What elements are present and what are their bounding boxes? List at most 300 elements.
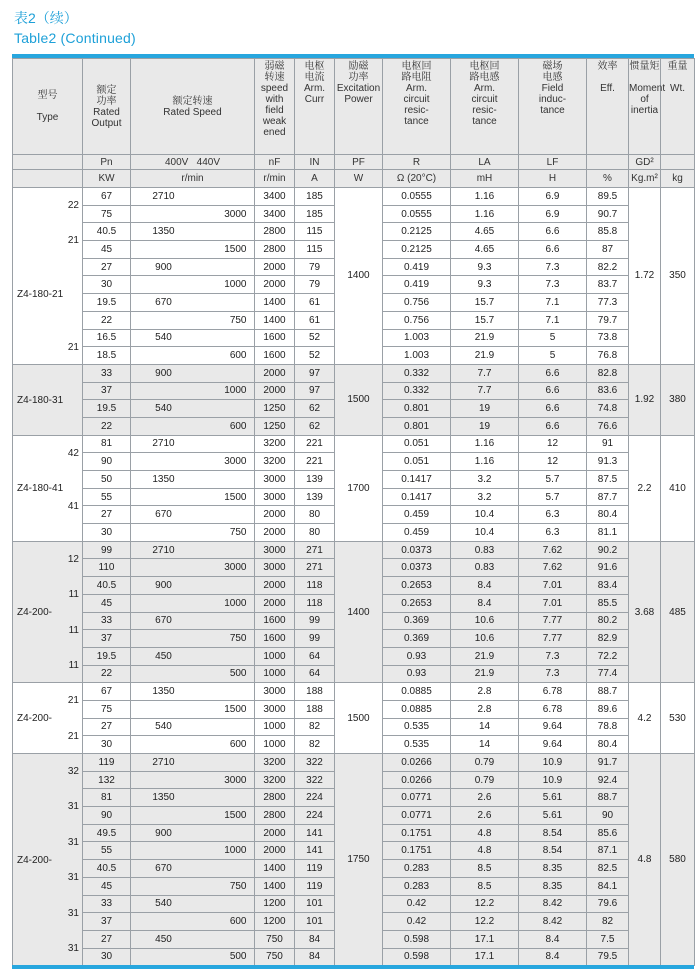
cell-field-weak: 2000 [255, 506, 295, 524]
cell-arm-induct: 2.6 [451, 789, 519, 807]
cell-resistance: 0.2125 [383, 223, 451, 241]
table-title-cn: 表2（续） [14, 10, 78, 26]
cell-resistance: 0.42 [383, 913, 451, 931]
cell-weight: 485 [661, 541, 695, 683]
cell-output: 22 [83, 417, 131, 435]
header-inertia: 惯量矩 Moment of inertia [629, 59, 661, 155]
cell-output: 18.5 [83, 347, 131, 365]
cell-output: 55 [83, 488, 131, 506]
cell-field-induct: 7.62 [519, 559, 587, 577]
cell-arm-curr: 62 [295, 400, 335, 418]
cell-arm-curr: 97 [295, 364, 335, 382]
cell-resistance: 0.0266 [383, 754, 451, 772]
cell-eff: 79.5 [587, 948, 629, 966]
cell-resistance: 0.2653 [383, 594, 451, 612]
type-cell [13, 188, 83, 365]
unit-type [13, 170, 83, 188]
cell-arm-curr: 84 [295, 948, 335, 966]
cell-arm-induct: 8.4 [451, 594, 519, 612]
cell-arm-curr: 62 [295, 417, 335, 435]
cell-speed: 500 [131, 665, 255, 683]
type-suffix: 32 [67, 766, 79, 777]
unit-speed: r/min [131, 170, 255, 188]
cell-speed: 600 [131, 417, 255, 435]
header-speed: 额定转速 Rated Speed [131, 59, 255, 155]
cell-arm-induct: 8.5 [451, 877, 519, 895]
cell-arm-induct: 10.6 [451, 630, 519, 648]
cell-speed: 600 [131, 347, 255, 365]
cell-speed: 2710 [131, 754, 255, 772]
cell-arm-induct: 1.16 [451, 435, 519, 453]
type-suffix: 22 [67, 200, 79, 211]
cell-field-weak: 1400 [255, 294, 295, 312]
cell-field-induct: 9.64 [519, 718, 587, 736]
cell-arm-induct: 8.4 [451, 577, 519, 595]
cell-arm-curr: 322 [295, 771, 335, 789]
cell-field-weak: 3000 [255, 488, 295, 506]
cell-field-weak: 2800 [255, 789, 295, 807]
cell-arm-curr: 52 [295, 329, 335, 347]
type-suffix: 21 [67, 341, 79, 353]
cell-arm-curr: 52 [295, 347, 335, 365]
cell-field-weak: 1200 [255, 895, 295, 913]
cell-output: 90 [83, 453, 131, 471]
header-row-names [13, 59, 695, 155]
cell-field-weak: 3400 [255, 205, 295, 223]
cell-arm-induct: 4.8 [451, 842, 519, 860]
cell-arm-induct: 12.2 [451, 913, 519, 931]
cell-eff: 87.1 [587, 842, 629, 860]
cell-arm-curr: 101 [295, 895, 335, 913]
cell-speed: 670 [131, 506, 255, 524]
cell-speed: 600 [131, 913, 255, 931]
cell-resistance: 0.756 [383, 294, 451, 312]
cell-resistance: 0.0555 [383, 188, 451, 206]
cell-field-weak: 750 [255, 948, 295, 966]
cell-field-induct: 8.42 [519, 895, 587, 913]
cell-resistance: 0.369 [383, 630, 451, 648]
cell-resistance: 0.2125 [383, 241, 451, 259]
cell-field-induct: 7.1 [519, 311, 587, 329]
header-type: 型号 Type [13, 59, 83, 155]
cell-excitation: 1500 [335, 364, 383, 435]
cell-field-weak: 1400 [255, 877, 295, 895]
cell-field-induct: 8.35 [519, 860, 587, 878]
cell-eff: 90.2 [587, 541, 629, 559]
cell-arm-curr: 64 [295, 665, 335, 683]
type-label: Z4-200- [17, 854, 53, 866]
cell-inertia: 1.92 [629, 364, 661, 435]
cell-field-weak: 2000 [255, 577, 295, 595]
cell-field-weak: 1400 [255, 860, 295, 878]
cell-arm-induct: 19 [451, 400, 519, 418]
cell-eff: 80.4 [587, 506, 629, 524]
cell-arm-curr: 271 [295, 559, 335, 577]
cell-output: 30 [83, 524, 131, 542]
cell-arm-curr: 185 [295, 205, 335, 223]
cell-field-induct: 7.3 [519, 276, 587, 294]
cell-arm-curr: 141 [295, 824, 335, 842]
cell-field-induct: 12 [519, 453, 587, 471]
cell-resistance: 0.459 [383, 524, 451, 542]
cell-arm-induct: 21.9 [451, 665, 519, 683]
cell-eff: 73.8 [587, 329, 629, 347]
cell-resistance: 0.332 [383, 364, 451, 382]
cell-speed: 500 [131, 948, 255, 966]
cell-arm-curr: 118 [295, 577, 335, 595]
cell-speed: 1000 [131, 382, 255, 400]
cell-field-induct: 12 [519, 435, 587, 453]
cell-arm-induct: 21.9 [451, 647, 519, 665]
cell-field-induct: 6.6 [519, 417, 587, 435]
cell-speed: 900 [131, 824, 255, 842]
cell-resistance: 0.283 [383, 860, 451, 878]
cell-arm-induct: 17.1 [451, 930, 519, 948]
cell-speed: 750 [131, 630, 255, 648]
type-cell [13, 435, 83, 541]
cell-eff: 90 [587, 807, 629, 825]
cell-eff: 72.2 [587, 647, 629, 665]
cell-eff: 87.7 [587, 488, 629, 506]
cell-resistance: 1.003 [383, 329, 451, 347]
cell-field-weak: 2000 [255, 594, 295, 612]
cell-eff: 83.4 [587, 577, 629, 595]
cell-eff: 79.7 [587, 311, 629, 329]
cell-output: 30 [83, 736, 131, 754]
unit-weight: kg [661, 170, 695, 188]
cell-field-induct: 8.42 [519, 913, 587, 931]
cell-speed: 450 [131, 647, 255, 665]
cell-excitation: 1400 [335, 188, 383, 365]
cell-arm-curr: 119 [295, 877, 335, 895]
cell-output: 110 [83, 559, 131, 577]
cell-output: 27 [83, 506, 131, 524]
cell-resistance: 0.0771 [383, 807, 451, 825]
unit-output: KW [83, 170, 131, 188]
cell-arm-induct: 12.2 [451, 895, 519, 913]
cell-eff: 81.1 [587, 524, 629, 542]
cell-field-induct: 6.9 [519, 188, 587, 206]
cell-field-weak: 2000 [255, 824, 295, 842]
cell-arm-induct: 0.79 [451, 771, 519, 789]
cell-arm-curr: 64 [295, 647, 335, 665]
cell-output: 22 [83, 665, 131, 683]
cell-speed: 1500 [131, 488, 255, 506]
cell-output: 37 [83, 913, 131, 931]
unit-inertia: Kg.m² [629, 170, 661, 188]
cell-arm-induct: 1.16 [451, 188, 519, 206]
cell-eff: 82.9 [587, 630, 629, 648]
cell-output: 40.5 [83, 577, 131, 595]
cell-field-induct: 7.62 [519, 541, 587, 559]
cell-arm-curr: 82 [295, 736, 335, 754]
unit-excitation: W [335, 170, 383, 188]
cell-field-induct: 5 [519, 347, 587, 365]
cell-eff: 74.8 [587, 400, 629, 418]
cell-eff: 82.5 [587, 860, 629, 878]
header-output: 额定 功率 Rated Output [83, 59, 131, 155]
cell-eff: 77.4 [587, 665, 629, 683]
cell-eff: 79.6 [587, 895, 629, 913]
unit-resistance: Ω (20°C) [383, 170, 451, 188]
cell-eff: 90.7 [587, 205, 629, 223]
type-suffix: 31 [67, 801, 79, 813]
table-row [13, 541, 695, 559]
cell-arm-curr: 322 [295, 754, 335, 772]
cell-speed: 750 [131, 524, 255, 542]
cell-output: 132 [83, 771, 131, 789]
cell-arm-curr: 82 [295, 718, 335, 736]
cell-arm-induct: 1.16 [451, 453, 519, 471]
cell-arm-induct: 1.16 [451, 205, 519, 223]
cell-resistance: 0.419 [383, 276, 451, 294]
cell-eff: 91.6 [587, 559, 629, 577]
cell-eff: 83.7 [587, 276, 629, 294]
cell-arm-curr: 224 [295, 789, 335, 807]
type-suffix: 42 [67, 447, 79, 459]
cell-output: 49.5 [83, 824, 131, 842]
type-suffix: 31 [67, 907, 79, 919]
header-field-weak: 弱磁 转速 speed with field weak ened [255, 59, 295, 155]
unit-field-weak: r/min [255, 170, 295, 188]
cell-speed: 2710 [131, 188, 255, 206]
cell-field-induct: 7.3 [519, 258, 587, 276]
header-row-symbols [13, 155, 695, 170]
header-resistance: 电枢回 路电阻 Arm. circuit resic- tance [383, 59, 451, 155]
cell-eff: 91 [587, 435, 629, 453]
cell-arm-curr: 224 [295, 807, 335, 825]
cell-resistance: 0.0885 [383, 700, 451, 718]
cell-field-induct: 8.54 [519, 824, 587, 842]
cell-eff: 77.3 [587, 294, 629, 312]
header-arm-curr: 电枢 电流 Arm. Curr [295, 59, 335, 155]
cell-eff: 82.8 [587, 364, 629, 382]
unit-arm-curr: A [295, 170, 335, 188]
cell-excitation: 1750 [335, 754, 383, 966]
cell-output: 27 [83, 258, 131, 276]
cell-arm-curr: 80 [295, 506, 335, 524]
cell-speed: 540 [131, 329, 255, 347]
cell-arm-induct: 21.9 [451, 347, 519, 365]
cell-arm-induct: 4.65 [451, 241, 519, 259]
cell-eff: 78.8 [587, 718, 629, 736]
cell-output: 33 [83, 364, 131, 382]
cell-speed: 670 [131, 860, 255, 878]
cell-speed: 2710 [131, 541, 255, 559]
cell-arm-curr: 80 [295, 524, 335, 542]
cell-output: 45 [83, 594, 131, 612]
cell-arm-induct: 2.8 [451, 683, 519, 701]
cell-field-weak: 1000 [255, 736, 295, 754]
cell-field-weak: 750 [255, 930, 295, 948]
type-label: Z4-180-31 [17, 394, 64, 406]
sym-field-weak: nF [255, 155, 295, 170]
cell-inertia: 3.68 [629, 541, 661, 683]
cell-arm-induct: 9.3 [451, 258, 519, 276]
header-arm-induct: 电枢回 路电感 Arm. circuit resic- tance [451, 59, 519, 155]
cell-field-induct: 5.61 [519, 789, 587, 807]
cell-resistance: 0.0771 [383, 789, 451, 807]
type-suffix: 21 [67, 730, 79, 742]
type-cell [13, 754, 83, 966]
type-label: Z4-200- [17, 712, 53, 724]
sym-excitation: PF [335, 155, 383, 170]
cell-arm-induct: 10.4 [451, 506, 519, 524]
type-cell [13, 683, 83, 754]
cell-field-induct: 7.77 [519, 612, 587, 630]
cell-field-induct: 10.9 [519, 754, 587, 772]
cell-eff: 80.2 [587, 612, 629, 630]
cell-arm-curr: 99 [295, 630, 335, 648]
cell-eff: 91.7 [587, 754, 629, 772]
cell-arm-induct: 4.65 [451, 223, 519, 241]
cell-arm-induct: 10.6 [451, 612, 519, 630]
spec-table [12, 58, 695, 966]
cell-field-induct: 6.9 [519, 205, 587, 223]
cell-field-induct: 7.1 [519, 294, 587, 312]
cell-arm-induct: 9.3 [451, 276, 519, 294]
unit-arm-induct: mH [451, 170, 519, 188]
cell-field-weak: 1250 [255, 400, 295, 418]
cell-field-weak: 3200 [255, 771, 295, 789]
cell-output: 40.5 [83, 860, 131, 878]
cell-field-weak: 1000 [255, 647, 295, 665]
cell-weight: 350 [661, 188, 695, 365]
cell-resistance: 0.0266 [383, 771, 451, 789]
cell-speed: 1350 [131, 683, 255, 701]
cell-resistance: 0.051 [383, 453, 451, 471]
cell-output: 81 [83, 789, 131, 807]
cell-resistance: 0.2653 [383, 577, 451, 595]
cell-eff: 85.8 [587, 223, 629, 241]
cell-arm-curr: 79 [295, 258, 335, 276]
cell-speed: 1000 [131, 594, 255, 612]
cell-output: 19.5 [83, 294, 131, 312]
cell-speed: 450 [131, 930, 255, 948]
cell-arm-curr: 115 [295, 241, 335, 259]
cell-field-weak: 1000 [255, 718, 295, 736]
cell-eff: 7.5 [587, 930, 629, 948]
cell-arm-induct: 17.1 [451, 948, 519, 966]
cell-field-induct: 6.6 [519, 400, 587, 418]
cell-resistance: 0.0885 [383, 683, 451, 701]
cell-resistance: 0.801 [383, 400, 451, 418]
cell-field-induct: 5.7 [519, 471, 587, 489]
type-cell [13, 541, 83, 683]
cell-speed: 670 [131, 294, 255, 312]
cell-arm-induct: 10.4 [451, 524, 519, 542]
cell-arm-induct: 15.7 [451, 294, 519, 312]
sym-speed: 400V 440V [131, 155, 255, 170]
cell-speed: 1000 [131, 842, 255, 860]
cell-eff: 84.1 [587, 877, 629, 895]
type-suffix: 11 [68, 589, 79, 601]
cell-field-weak: 2800 [255, 241, 295, 259]
cell-output: 30 [83, 948, 131, 966]
cell-resistance: 0.598 [383, 930, 451, 948]
cell-eff: 85.5 [587, 594, 629, 612]
spec-table-body [13, 188, 695, 966]
cell-eff: 85.6 [587, 824, 629, 842]
cell-output: 27 [83, 718, 131, 736]
cell-output: 45 [83, 877, 131, 895]
cell-arm-induct: 14 [451, 736, 519, 754]
cell-speed: 900 [131, 577, 255, 595]
cell-field-weak: 2800 [255, 807, 295, 825]
cell-inertia: 2.2 [629, 435, 661, 541]
cell-arm-induct: 0.79 [451, 754, 519, 772]
cell-arm-induct: 3.2 [451, 488, 519, 506]
cell-arm-curr: 118 [295, 594, 335, 612]
cell-arm-induct: 15.7 [451, 311, 519, 329]
cell-eff: 76.6 [587, 417, 629, 435]
type-suffix: 21 [67, 695, 79, 707]
cell-arm-induct: 19 [451, 417, 519, 435]
cell-arm-curr: 221 [295, 453, 335, 471]
cell-arm-induct: 0.83 [451, 541, 519, 559]
cell-field-induct: 7.3 [519, 665, 587, 683]
cell-weight: 530 [661, 683, 695, 754]
cell-excitation: 1500 [335, 683, 383, 754]
type-label: Z4-180-41 [17, 483, 64, 495]
cell-arm-curr: 115 [295, 223, 335, 241]
cell-field-induct: 8.4 [519, 948, 587, 966]
cell-resistance: 0.0373 [383, 559, 451, 577]
header-field-induct: 磁场 电感 Field induc- tance [519, 59, 587, 155]
cell-field-induct: 10.9 [519, 771, 587, 789]
cell-field-induct: 6.6 [519, 223, 587, 241]
cell-speed: 3000 [131, 559, 255, 577]
unit-field-induct: H [519, 170, 587, 188]
cell-arm-induct: 2.8 [451, 700, 519, 718]
cell-field-induct: 7.3 [519, 647, 587, 665]
cell-field-weak: 2800 [255, 223, 295, 241]
sym-eff [587, 155, 629, 170]
table-row [13, 683, 695, 701]
cell-arm-induct: 14 [451, 718, 519, 736]
type-suffix: 11 [68, 659, 79, 671]
cell-arm-curr: 185 [295, 188, 335, 206]
cell-output: 16.5 [83, 329, 131, 347]
cell-speed: 540 [131, 895, 255, 913]
cell-field-induct: 7.77 [519, 630, 587, 648]
type-suffix: 21 [67, 235, 79, 247]
sym-field-induct: LF [519, 155, 587, 170]
cell-arm-curr: 84 [295, 930, 335, 948]
cell-arm-curr: 61 [295, 294, 335, 312]
cell-field-induct: 9.64 [519, 736, 587, 754]
cell-field-weak: 1600 [255, 630, 295, 648]
cell-speed: 1350 [131, 471, 255, 489]
cell-speed: 900 [131, 258, 255, 276]
table-row [13, 364, 695, 382]
cell-field-induct: 6.6 [519, 364, 587, 382]
cell-field-weak: 2000 [255, 382, 295, 400]
cell-field-induct: 5 [519, 329, 587, 347]
cell-output: 90 [83, 807, 131, 825]
cell-speed: 900 [131, 364, 255, 382]
cell-inertia: 4.8 [629, 754, 661, 966]
cell-resistance: 0.1417 [383, 471, 451, 489]
cell-field-weak: 2000 [255, 524, 295, 542]
cell-speed: 2710 [131, 435, 255, 453]
sym-inertia: GD² [629, 155, 661, 170]
cell-resistance: 0.332 [383, 382, 451, 400]
cell-field-induct: 8.4 [519, 930, 587, 948]
cell-inertia: 4.2 [629, 683, 661, 754]
cell-field-induct: 8.35 [519, 877, 587, 895]
cell-arm-curr: 99 [295, 612, 335, 630]
